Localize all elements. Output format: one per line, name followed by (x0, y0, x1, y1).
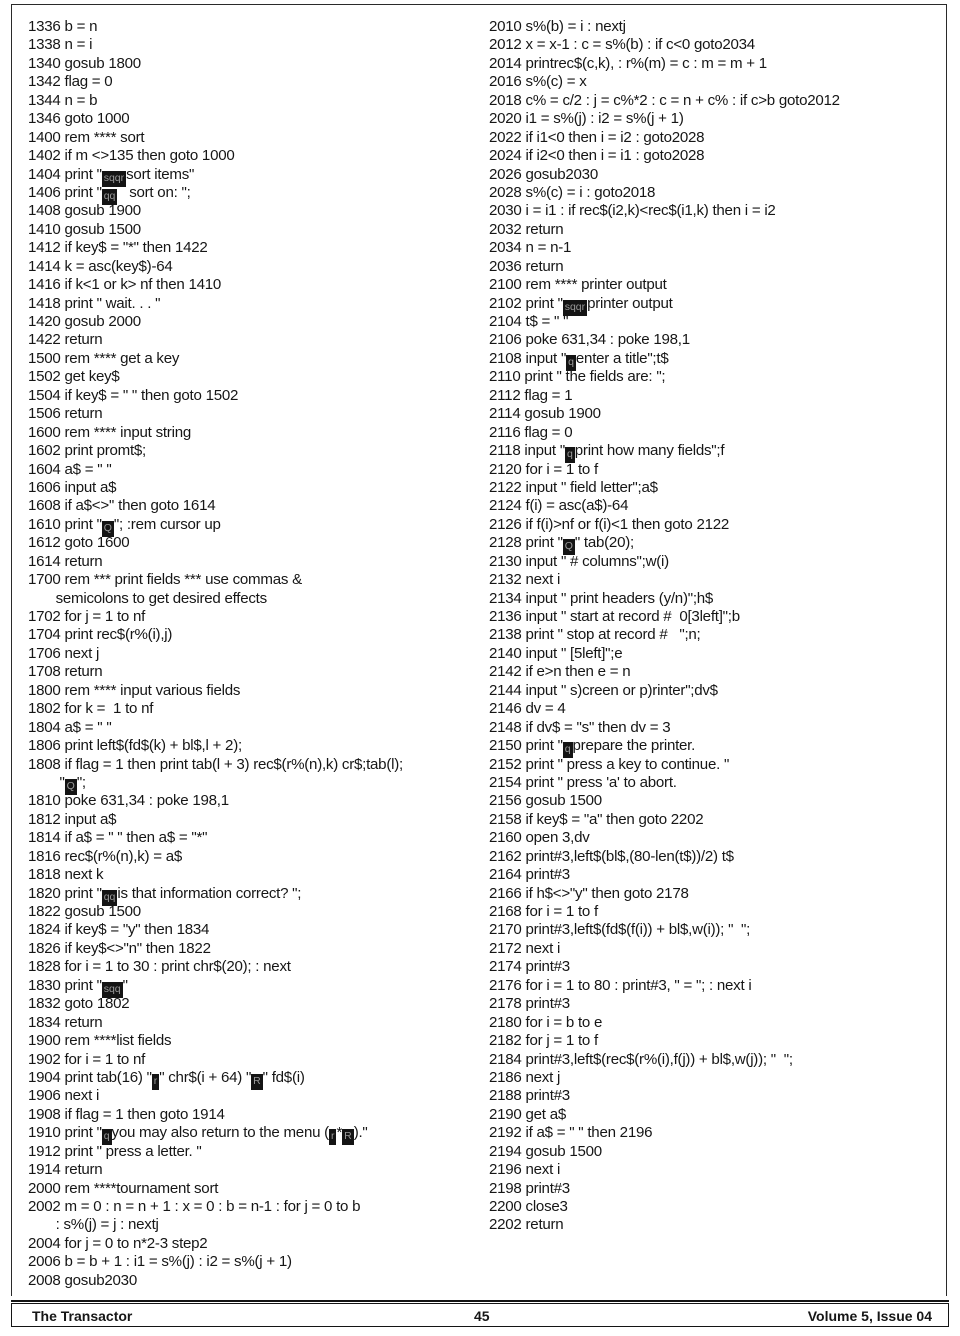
code-line: 1908 if flag = 1 then goto 1914 (28, 1105, 225, 1123)
code-line: 1422 return (28, 331, 103, 349)
code-line: 2140 input " [5left]";e (489, 644, 623, 662)
code-line: semicolons to get desired effects (28, 589, 267, 607)
code-line: 1502 get key$ (28, 368, 120, 386)
control-code-box: R (251, 1074, 263, 1090)
control-code-box: sqqr (102, 171, 126, 187)
code-line: 2162 print#3,left$(bl$,(80-len(t$))/2) t$ (489, 847, 734, 865)
code-line: 1342 flag = 0 (28, 73, 113, 91)
code-line: 2120 for i = 1 to f (489, 460, 598, 478)
code-line: 1606 input a$ (28, 478, 117, 496)
code-line: 2020 i1 = s%(j) : i2 = s%(j + 1) (489, 110, 684, 128)
control-code-box: sqq (102, 982, 123, 998)
code-line: 1338 n = i (28, 36, 93, 54)
code-line: 1506 return (28, 405, 103, 423)
control-code-box: q (566, 355, 576, 371)
code-line: 1414 k = asc(key$)-64 (28, 257, 173, 275)
code-line: 2106 poke 631,34 : poke 198,1 (489, 331, 690, 349)
code-line: 1600 rem **** input string (28, 423, 191, 441)
code-line: 2118 input " q print how many fields";f (489, 442, 944, 460)
code-line: 2136 input " start at record # 0[3left]";b (489, 608, 740, 625)
code-line: 2134 input " print headers (y/n)";h$ (489, 589, 714, 607)
control-code-box: Q (102, 521, 114, 537)
code-line: 2196 next i (489, 1161, 561, 1179)
code-line: 2150 print " q prepare the printer. (489, 737, 944, 755)
code-line: 1914 return (28, 1161, 103, 1179)
code-line: 1810 poke 631,34 : poke 198,1 (28, 792, 229, 810)
code-line: 2154 print " press 'a' to abort. (489, 773, 677, 791)
code-line: 1700 rem *** print fields *** use commas & (28, 571, 302, 589)
code-line: 2112 flag = 1 (489, 386, 573, 404)
code-line: 1406 print " qq sort on: "; (28, 184, 468, 202)
code-line: 1702 for j = 1 to nf (28, 608, 146, 625)
code-line: 2004 for j = 0 to n*2-3 step2 (28, 1234, 208, 1252)
code-line: 1834 return (28, 1013, 103, 1031)
code-line: 1400 rem **** sort (28, 128, 145, 146)
code-line: 2166 if h$<>"y" then goto 2178 (489, 884, 689, 902)
code-line: 2132 next i (489, 571, 561, 589)
code-line: 1416 if k<1 or k> nf then 1410 (28, 276, 222, 294)
code-line: 2130 input " # columns";w(i) (489, 552, 669, 570)
page-footer (11, 1303, 949, 1327)
control-code-box: Q (563, 539, 575, 555)
code-line: 2016 s%(c) = x (489, 73, 587, 91)
code-line: 1404 print " sqqr sort items" (28, 166, 468, 184)
code-line: 2182 for j = 1 to f (489, 1032, 598, 1050)
magazine-name: The Transactor (32, 1308, 133, 1324)
code-line: 1800 rem **** input various fields (28, 681, 241, 699)
control-code-box: qq (102, 890, 118, 906)
code-line: 2160 open 3,dv (489, 829, 590, 847)
code-line: 2148 if dv$ = "s" then dv = 3 (489, 718, 671, 736)
page-number: 45 (474, 1308, 490, 1324)
code-line: 2146 dv = 4 (489, 700, 566, 718)
code-line: 1832 goto 1802 (28, 995, 130, 1013)
code-line: : s%(j) = j : nextj (28, 1216, 159, 1234)
code-line: 2124 f(i) = asc(a$)-64 (489, 497, 629, 515)
code-line: 2152 print " press a key to continue. " (489, 755, 730, 773)
code-line: 2012 x = x-1 : c = s%(b) : if c<0 goto2034 (489, 36, 755, 54)
code-line: 2036 return (489, 257, 564, 275)
code-line: 2142 if e>n then e = n (489, 663, 631, 681)
code-line: 2156 gosub 1500 (489, 792, 602, 810)
code-line: 2100 rem **** printer output (489, 276, 667, 294)
control-code-box: Q (65, 779, 77, 795)
code-line: 1504 if key$ = " " then goto 1502 (28, 386, 239, 404)
code-line: 1808 if flag = 1 then print tab(l + 3) rec$(r%(n),k) cr$;tab(l); (28, 755, 403, 773)
code-line: 2128 print " Q " tab(20); (489, 534, 944, 552)
code-line: 1612 goto 1600 (28, 534, 130, 552)
control-code-box: r (329, 1129, 337, 1145)
code-line: 1820 print " qq is that information correct? "; (28, 885, 468, 903)
code-line: 1802 for k = 1 to nf (28, 700, 154, 718)
code-line: 2164 print#3 (489, 866, 570, 884)
code-line: 1408 gosub 1900 (28, 202, 141, 220)
code-line: 2144 input " s)creen or p)rinter";dv$ (489, 681, 718, 699)
code-line: 1500 rem **** get a key (28, 349, 180, 367)
code-line: 2198 print#3 (489, 1179, 570, 1197)
code-line: 1602 print promt$; (28, 442, 146, 460)
code-line: 1420 gosub 2000 (28, 313, 141, 330)
code-line: 2180 for i = b to e (489, 1013, 603, 1031)
code-line: 2008 gosub2030 (28, 1271, 137, 1289)
code-line: 2138 print " stop at record # ";n; (489, 626, 701, 644)
code-line: 2104 t$ = " " (489, 313, 569, 330)
code-line: 2002 m = 0 : n = n + 1 : x = 0 : b = n-1 : for j = 0 to b (28, 1198, 361, 1215)
code-line: 2030 i = i1 : if rec$(i2,k)<rec$(i1,k) then i = i2 (489, 202, 776, 220)
code-line: 2116 flag = 0 (489, 423, 573, 441)
code-line: 1826 if key$<>"n" then 1822 (28, 939, 211, 957)
code-line: 1904 print tab(16) " r " chr$(i + 64) " R " fd$(i) (28, 1069, 468, 1087)
code-line: 2034 n = n-1 (489, 239, 572, 257)
code-line: 2010 s%(b) = i : nextj (489, 18, 626, 35)
code-line: 1910 print " q you may also return to the menu ( r * R )." (28, 1124, 468, 1142)
code-line: 1418 print " wait. . . " (28, 294, 161, 312)
code-line: 1804 a$ = " " (28, 718, 112, 736)
code-line: 2026 gosub2030 (489, 165, 598, 183)
control-code-box: q (563, 742, 573, 758)
code-line: 1830 print " sqq " (28, 977, 468, 995)
code-line: 2110 print " the fields are: "; (489, 368, 666, 386)
code-line: 1828 for i = 1 to 30 : print chr$(20); : next (28, 958, 291, 976)
code-line: 1902 for i = 1 to nf (28, 1050, 146, 1068)
code-line: 1340 gosub 1800 (28, 54, 141, 72)
code-line: 2006 b = b + 1 : i1 = s%(j) : i2 = s%(j + 1) (28, 1253, 292, 1271)
code-line: 2014 printrec$(c,k), : r%(m) = c : m = m + 1 (489, 54, 767, 72)
code-line: 2000 rem ****tournament sort (28, 1179, 219, 1197)
code-line: 2032 return (489, 220, 564, 238)
control-code-box: qq (102, 189, 118, 205)
code-line: 2192 if a$ = " " then 2196 (489, 1124, 653, 1142)
code-line: 2170 print#3,left$(fd$(f(i)) + bl$,w(i)); " "; (489, 921, 751, 939)
code-line: 1614 return (28, 552, 103, 570)
code-line: 1708 return (28, 663, 103, 681)
code-line: 2200 close3 (489, 1198, 568, 1215)
control-code-box: R (342, 1129, 354, 1145)
code-line: 1822 gosub 1500 (28, 903, 141, 920)
code-line: 2024 if i2<0 then i = i1 : goto2028 (489, 147, 705, 165)
code-line: 1706 next j (28, 644, 100, 662)
code-line: 2018 c% = c/2 : j = c%*2 : c = n + c% : if c>b goto2012 (489, 91, 840, 109)
code-line: 1900 rem ****list fields (28, 1032, 172, 1050)
code-line: 2174 print#3 (489, 958, 570, 976)
code-line: 1402 if m <>135 then goto 1000 (28, 147, 235, 165)
code-line: 1816 rec$(r%(n),k) = a$ (28, 847, 183, 865)
code-line: 1818 next k (28, 866, 104, 884)
code-line: 1412 if key$ = "*" then 1422 (28, 239, 208, 257)
code-line: 2122 input " field letter";a$ (489, 478, 658, 496)
code-line: 2108 input " q enter a title";t$ (489, 350, 944, 368)
code-line: 2186 next j (489, 1068, 561, 1086)
code-line: 1410 gosub 1500 (28, 220, 141, 238)
issue-label: Volume 5, Issue 04 (807, 1308, 932, 1324)
code-line: 1814 if a$ = " " then a$ = "*" (28, 829, 208, 847)
code-line: 2126 if f(i)>nf or f(i)<1 then goto 2122 (489, 515, 730, 533)
code-line: 2158 if key$ = "a" then goto 2202 (489, 810, 704, 828)
code-line: " Q "; (28, 774, 468, 792)
control-code-box: r (152, 1074, 160, 1090)
code-line: 2178 print#3 (489, 995, 570, 1013)
code-line: 2102 print " sqqr printer output (489, 295, 944, 313)
code-line: 2168 for i = 1 to f (489, 903, 598, 920)
code-line: 1344 n = b (28, 91, 98, 109)
footer-rule (11, 1300, 949, 1302)
code-line: 1610 print " Q "; :rem cursor up (28, 516, 468, 534)
code-line: 1346 goto 1000 (28, 110, 130, 128)
code-line: 1608 if a$<>'' then goto 1614 (28, 497, 216, 515)
control-code-box: q (102, 1129, 112, 1145)
code-line: 2022 if i1<0 then i = i2 : goto2028 (489, 128, 705, 146)
code-line: 2194 gosub 1500 (489, 1142, 602, 1160)
code-line: 1704 print rec$(r%(i),j) (28, 626, 173, 644)
code-line: 1912 print " press a letter. " (28, 1142, 202, 1160)
control-code-box: q (565, 447, 575, 463)
code-line: 2202 return (489, 1216, 564, 1234)
control-code-box: sqqr (563, 300, 587, 316)
code-line: 1336 b = n (28, 18, 98, 35)
listing-column-left (28, 18, 468, 1290)
code-line: 2190 get a$ (489, 1105, 566, 1123)
code-line: 1824 if key$ = "y" then 1834 (28, 921, 210, 939)
code-line: 2028 s%(c) = i : goto2018 (489, 183, 656, 201)
code-line: 2184 print#3,left$(rec$(r%(i),f(j)) + bl$,w(j)); " "; (489, 1050, 793, 1068)
listing-column-right (489, 18, 944, 1235)
code-line: 2172 next i (489, 939, 561, 957)
code-line: 2114 gosub 1900 (489, 405, 601, 423)
code-line: 1812 input a$ (28, 810, 117, 828)
code-line: 1604 a$ = " " (28, 460, 112, 478)
code-line: 1906 next i (28, 1087, 100, 1105)
code-line: 2176 for i = 1 to 80 : print#3, " = "; : next i (489, 976, 752, 994)
code-line: 1806 print left$(fd$(k) + bl$,l + 2); (28, 737, 242, 755)
code-line: 2188 print#3 (489, 1087, 570, 1105)
